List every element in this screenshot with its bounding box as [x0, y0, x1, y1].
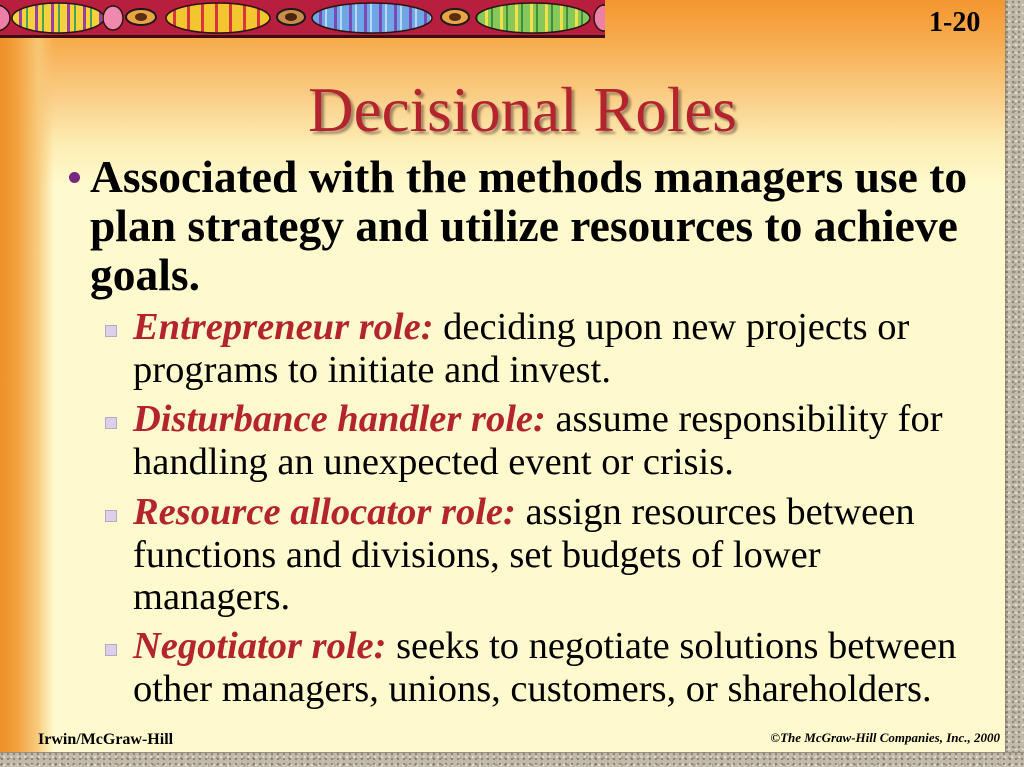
role-description: seeks to negotiate solutions between	[396, 625, 957, 667]
sub-bullet-line	[133, 398, 943, 441]
banner-leaf	[166, 3, 270, 33]
square-bullet-icon	[105, 325, 117, 337]
role-term: Resource allocator role:	[133, 491, 516, 533]
role-term: Negotiator role:	[133, 625, 387, 667]
bullet-item	[90, 152, 967, 299]
round-bullet-icon	[69, 172, 80, 183]
sub-bullet-line: handling an unexpected event or crisis.	[133, 440, 734, 483]
sub-bullet-disturbance-handler	[133, 398, 943, 483]
right-border-texture	[1005, 0, 1024, 767]
sub-bullet-line	[133, 625, 956, 668]
sub-bullet-line	[133, 491, 915, 534]
banner-leaf	[312, 3, 432, 33]
square-bullet-icon	[105, 644, 117, 656]
sub-bullet-line: managers.	[133, 576, 291, 618]
header-banner	[0, 0, 605, 38]
role-description: deciding upon new projects or	[443, 306, 910, 348]
sub-bullet-negotiator	[133, 625, 956, 710]
sub-bullet-line: programs to initiate and invest.	[133, 348, 611, 391]
bullet-text-line: plan strategy and utilize resources to achieve	[90, 200, 958, 251]
role-description: assign resources between	[525, 491, 915, 533]
sub-bullet-resource-allocator	[133, 491, 915, 619]
role-description: assume responsibility for	[555, 398, 943, 440]
square-bullet-icon	[105, 417, 117, 429]
footer-publisher: Irwin/McGraw-Hill	[38, 731, 174, 748]
sub-bullet-entrepreneur	[133, 306, 909, 391]
banner-eye-pupil	[449, 13, 461, 21]
role-term: Entrepreneur role:	[133, 306, 434, 348]
square-bullet-icon	[105, 510, 117, 522]
sub-bullet-line: functions and divisions, set budgets of lower	[133, 533, 821, 576]
bullet-text-line: goals.	[90, 249, 200, 300]
footer-copyright: ©The McGraw-Hill Companies, Inc., 2000	[770, 730, 1000, 745]
banner-leaf	[476, 3, 590, 33]
banner-bottom-edge	[0, 35, 605, 38]
bullet-text-line: Associated with the methods managers use to	[90, 151, 968, 202]
bottom-border-texture	[0, 752, 1024, 767]
slide-title: Decisional Roles	[308, 75, 737, 145]
sub-bullet-line: other managers, unions, customers, or shareholders.	[133, 667, 932, 710]
banner-leaf	[103, 6, 123, 30]
slide-number: 1-20	[929, 7, 981, 38]
banner-eye-pupil	[285, 13, 297, 21]
banner-eye-pupil	[135, 13, 147, 21]
sub-bullet-line	[133, 306, 909, 349]
role-term: Disturbance handler role:	[133, 398, 546, 440]
banner-leaf	[12, 3, 104, 33]
